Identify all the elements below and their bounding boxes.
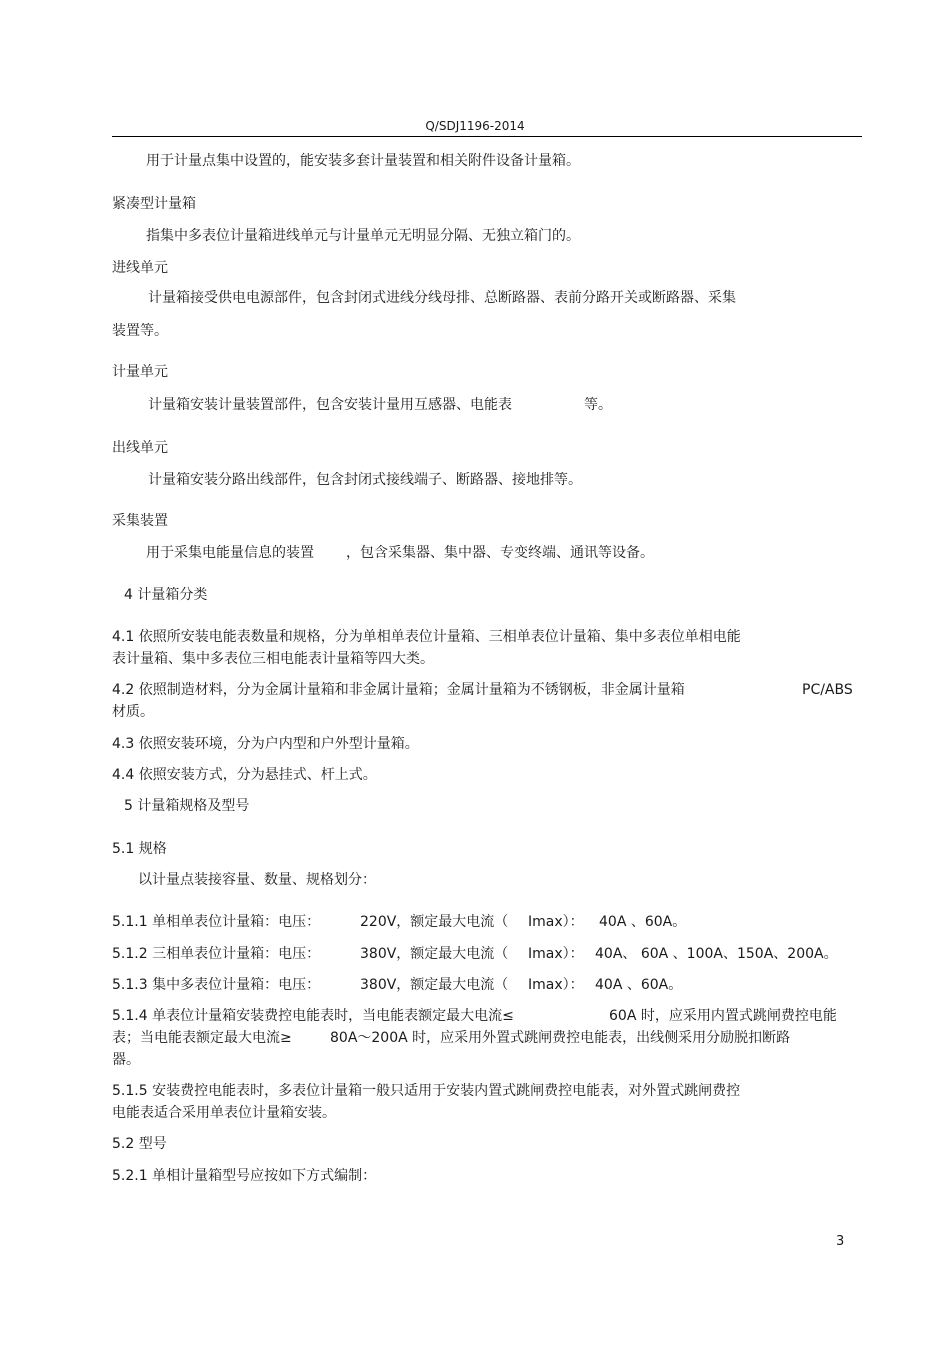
paragraph-line: 以计量点装接容量、数量、规格划分： <box>138 872 376 888</box>
clause-line: 5.2.1 单相计量箱型号应按如下方式编制： <box>112 1168 377 1184</box>
clause-line-part: 40A、 60A 、100A、150A、200A。 <box>595 946 838 962</box>
clause-line-part: 80A～200A 时，应采用外置式跳闸费控电能表，出线侧采用分励脱扣断路 <box>330 1030 791 1046</box>
paragraph-line: 计量箱安装分路出线部件，包含封闭式接线端子、断路器、接地排等。 <box>148 472 582 488</box>
clause-line: 5.1.4 单表位计量箱安装费控电能表时，当电能表额定最大电流≤ <box>112 1008 514 1024</box>
paragraph-line-tail: 等。 <box>584 397 612 413</box>
page-number: 3 <box>836 1234 845 1249</box>
paragraph-line: 计量箱安装计量装置部件，包含安装计量用互感器、电能表 <box>148 397 512 413</box>
clause-line-part: 40A 、60A。 <box>595 977 683 993</box>
clause-line: 电能表适合采用单表位计量箱安装。 <box>112 1105 336 1121</box>
clause-line: 4.1 依照所安装电能表数量和规格，分为单相单表位计量箱、三相单表位计量箱、集中多表位单相电能 <box>112 629 741 645</box>
section-heading: 5 计量箱规格及型号 <box>124 798 250 814</box>
clause-line: 5.1.5 安装费控电能表时，多表位计量箱一般只适用于安装内置式跳闸费控电能表，对外置式跳闸费控 <box>112 1083 741 1099</box>
clause-line-part: Imax）： <box>528 977 584 993</box>
clause-line: 表；当电能表额定最大电流≥ <box>112 1030 292 1046</box>
clause-line-part: 220V，额定最大电流（ <box>360 914 509 930</box>
clause-line: 5.1.2 三相单表位计量箱：电压： <box>112 946 321 962</box>
paragraph-line: 用于采集电能量信息的装置 <box>146 545 314 561</box>
clause-line: 5.1.3 集中多表位计量箱：电压： <box>112 977 321 993</box>
header-rule <box>112 136 862 137</box>
clause-line-part: 60A 时，应采用内置式跳闸费控电能 <box>609 1008 837 1024</box>
term-heading: 紧凑型计量箱 <box>112 196 196 212</box>
paragraph-line: 计量箱接受供电电源部件，包含封闭式进线分线母排、总断路器、表前分路开关或断路器、采集 <box>148 290 736 306</box>
clause-line: 4.3 依照安装环境，分为户内型和户外型计量箱。 <box>112 736 419 752</box>
clause-line: 表计量箱、集中多表位三相电能表计量箱等四大类。 <box>112 651 434 667</box>
paragraph-line: 指集中多表位计量箱进线单元与计量单元无明显分隔、无独立箱门的。 <box>146 228 580 244</box>
section-heading: 4 计量箱分类 <box>124 587 208 603</box>
clause-line: 4.4 依照安装方式，分为悬挂式、杆上式。 <box>112 767 377 783</box>
clause-line: 5.1.1 单相单表位计量箱：电压： <box>112 914 321 930</box>
term-heading: 计量单元 <box>112 364 168 380</box>
clause-line: 4.2 依照制造材料，分为金属计量箱和非金属计量箱；金属计量箱为不锈钢板，非金属计量箱 <box>112 682 685 698</box>
term-heading: 进线单元 <box>112 260 168 276</box>
clause-line: 器。 <box>112 1052 140 1068</box>
clause-line-part: Imax）： <box>528 946 584 962</box>
subsection-heading: 5.2 型号 <box>112 1136 167 1152</box>
paragraph-line: 装置等。 <box>112 323 168 339</box>
running-header: Q/SDJ1196-2014 <box>425 119 525 133</box>
term-heading: 出线单元 <box>112 440 168 456</box>
paragraph-line: 用于计量点集中设置的，能安装多套计量装置和相关附件设备计量箱。 <box>146 153 580 169</box>
clause-line-part: 40A 、60A。 <box>599 914 687 930</box>
clause-line: 材质。 <box>112 704 154 720</box>
clause-line-part: Imax）： <box>528 914 584 930</box>
paragraph-line-tail: ，包含采集器、集中器、专变终端、通讯等设备。 <box>346 545 654 561</box>
clause-line-tail: PC/ABS <box>802 682 853 698</box>
subsection-heading: 5.1 规格 <box>112 841 167 857</box>
clause-line-part: 380V，额定最大电流（ <box>360 946 509 962</box>
term-heading: 采集装置 <box>112 513 168 529</box>
clause-line-part: 380V，额定最大电流（ <box>360 977 509 993</box>
